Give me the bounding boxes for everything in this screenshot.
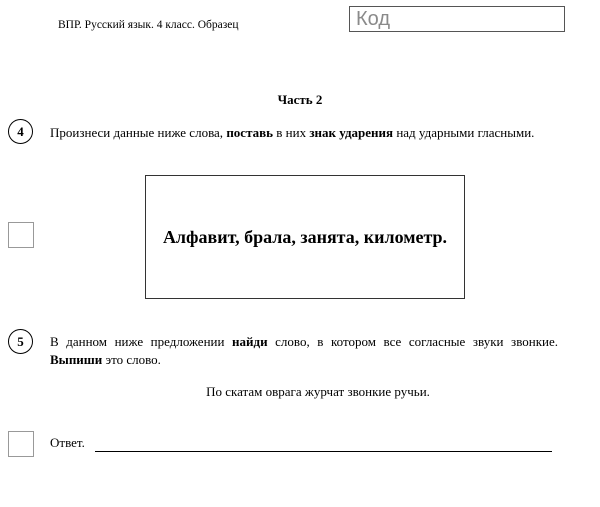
task-5-number: 5 — [8, 329, 33, 354]
task-4-word-frame — [145, 175, 465, 299]
task-5-text — [50, 333, 558, 369]
task-4-score-box[interactable] — [8, 222, 34, 248]
task-4-words[interactable]: Алфавит, брала, занята, километр. — [162, 226, 448, 247]
task-5-text-part: это слово. — [102, 352, 161, 367]
task-4-text-emphasis: поставь — [226, 125, 274, 140]
answer-label: Ответ. — [50, 435, 85, 450]
task-5-score-box[interactable] — [8, 431, 34, 457]
task-5-text-emphasis: найди — [232, 334, 268, 349]
task-4-number: 4 — [8, 119, 33, 144]
task-4-text-emphasis: знак ударения — [309, 125, 394, 140]
task-4-text — [50, 124, 558, 142]
task-5-sentence: По скатам оврага журчат звонкие ручьи. — [206, 384, 430, 399]
code-label: Код — [356, 8, 391, 30]
task-5-text-emphasis: Выпиши — [50, 352, 103, 367]
task-4-text-part: Произнеси данные ниже слова, — [50, 125, 227, 140]
task-4-text-part: над ударными гласными. — [393, 125, 535, 140]
answer-input-line[interactable] — [95, 451, 552, 452]
header-title: ВПР. Русский язык. 4 класс. Образец — [58, 19, 239, 31]
code-field[interactable] — [349, 6, 565, 32]
task-5-text-part: В данном ниже предложении — [50, 334, 233, 349]
task-4-text-part: в них — [273, 125, 310, 140]
task-5-text-part: слово, в котором все согласные звуки звонкие. — [267, 334, 558, 349]
part-title: Часть 2 — [277, 92, 323, 107]
